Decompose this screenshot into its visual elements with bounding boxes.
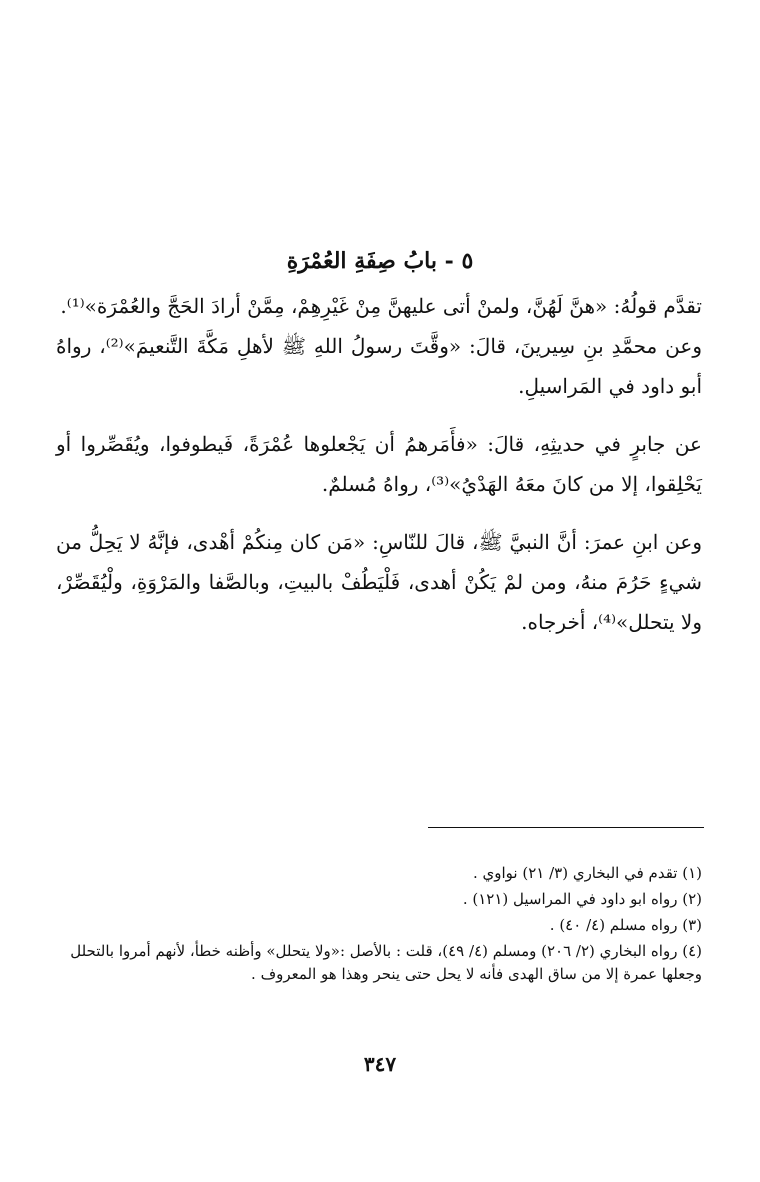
footnote-divider: [428, 827, 704, 828]
main-text: [56, 286, 702, 642]
paragraph-ibn-sirin: وعن محمَّدِ بنِ سِيرينَ، قالَ: «وقَّتَ رسولُ اللهِ ﷺ لأهلِ مَكَّةَ التَّنعيمَ»⁽²⁾، رواهُ أبو داود في المَراسيلِ.: [56, 334, 702, 398]
footnotes: [56, 862, 702, 989]
paragraph-jabir: عن جابرٍ في حديثِهِ، قالَ: «فأَمَرهمُ أن يَجْعلوها عُمْرَةً، فَيطوفوا، ويُقَصِّروا أو يَحْلِقوا، إلا من كانَ معَهُ الهَدْيُ»⁽³⁾، رواهُ مُسلمٌ.: [56, 432, 702, 496]
footnote-3: (٣) رواه مسلم (٤/ ٤٠) .: [549, 916, 702, 934]
footnote-2: (٢) رواه ابو داود في المراسيل (١٢١) .: [462, 890, 702, 908]
page-number: ٣٤٧: [363, 1052, 397, 1076]
paragraph-intro: تقدَّم قولُهُ: «هنَّ لَهُنَّ، ولمنْ أتى عليهنَّ مِنْ غَيْرِهِمْ، مِمَّنْ أرادَ الحَجَّ والعُمْرَة»⁽¹⁾.: [60, 294, 702, 318]
footnote-1: (١) تقدم في البخاري (٣/ ٢١) نواوي .: [472, 864, 702, 882]
footnote-4: (٤) رواه البخاري (٢/ ٢٠٦) ومسلم (٤/ ٤٩)، قلت : بالأصل :«ولا يتحلل» وأظنه خطأ، لأنهم أمروا بالتحلل وجعلها عمرة إلا من ساق الهدى فأنه لا يحل حتى ينحر وهذا هو المعروف .: [70, 942, 702, 983]
chapter-heading: ٥ - بابُ صِفَةِ العُمْرَةِ: [286, 248, 474, 274]
paragraph-ibn-umar: وعن ابنِ عمرَ: أنَّ النبيَّ ﷺ، قالَ للنّاسِ: «مَن كان مِنكُمْ أهْدى، فإنَّهُ لا يَحِلُّ من شيءٍ حَرُمَ منهُ، ومن لمْ يَكُنْ أهدى، فَلْيَطُفْ بالبيتِ، وبالصَّفا والمَرْوَةِ، ولْيُقَصِّرْ، ولا يتحلل»⁽⁴⁾، أخرجاه.: [56, 530, 702, 634]
